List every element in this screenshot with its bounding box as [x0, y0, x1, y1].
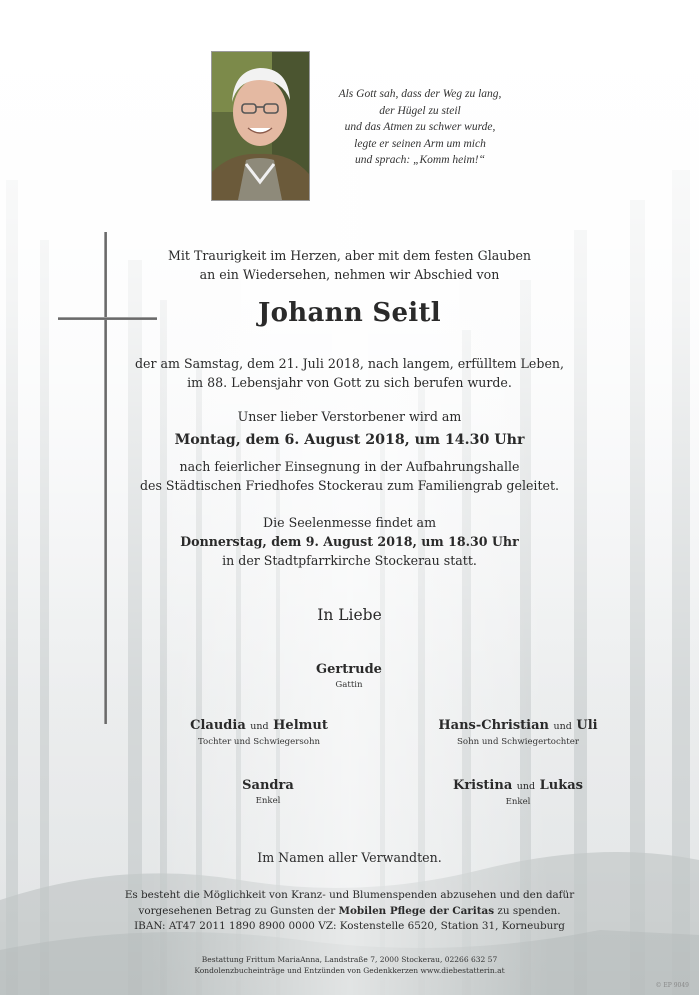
funeral-details [0, 457, 699, 495]
funeral-line: nach feierlicher Einsegnung in der Aufbahrungshalle [179, 459, 520, 474]
charity-name: Mobilen Pflege der Caritas [338, 904, 495, 917]
mourner-name: Claudia [190, 718, 246, 733]
mass-intro: Die Seelenmesse findet am [262, 515, 437, 530]
relatives-line: Im Namen aller Verwandten. [257, 850, 442, 865]
verse-line: Als Gott sah, dass der Weg zu lang, [338, 88, 502, 100]
mourner-name: Gertrude [316, 662, 382, 677]
undertaker-line: Bestattung Frittum MariaAnna, Landstraße 7, 2000 Stockerau, 02266 632 57 [201, 955, 498, 964]
donation-notice [0, 888, 699, 935]
undertaker-info [0, 954, 699, 976]
death-line: der am Samstag, dem 21. Juli 2018, nach langem, erfülltem Leben, [134, 356, 565, 371]
mourner-name: Helmut [273, 718, 328, 733]
deceased-name: Johann Seitl [258, 298, 441, 328]
in-liebe-heading: In Liebe [317, 606, 382, 624]
intro-text [0, 246, 699, 284]
mourner-name: Uli [576, 718, 598, 733]
undertaker-line: Kondolenzbucheinträge und Entzünden von Gedenkkerzen www.diebestatterin.at [194, 966, 505, 975]
mourner-kristina-lukas [428, 777, 608, 809]
verse [330, 86, 510, 169]
funeral-date: Montag, dem 6. August 2018, um 14.30 Uhr [174, 432, 525, 448]
portrait-photo [211, 51, 310, 201]
mourner-gertrude [274, 661, 424, 692]
mass-info [0, 513, 699, 570]
mourner-relation: Enkel [505, 797, 531, 807]
print-code: © EP 9049 [655, 982, 689, 989]
intro-line: Mit Traurigkeit im Herzen, aber mit dem festen Glauben [167, 248, 532, 263]
mourner-name: Hans-Christian [438, 718, 549, 733]
mourner-relation: Gattin [335, 680, 363, 690]
mourner-und: und [553, 721, 572, 732]
mourner-und: und [516, 781, 536, 792]
mourner-relation: Enkel [255, 796, 281, 806]
iban-line: IBAN: AT47 2011 1890 8900 0000 VZ: Kostenstelle 6520, Station 31, Korneuburg [134, 920, 565, 933]
mourner-relation: Tochter und Schwiegersohn [197, 737, 321, 747]
donation-line: Es besteht die Möglichkeit von Kranz- und Blumenspenden abzusehen und den dafür [124, 889, 575, 901]
death-line: im 88. Lebensjahr von Gott zu sich berufen wurde. [187, 375, 512, 390]
verse-line: und das Atmen zu schwer wurde, [344, 121, 496, 134]
mourner-name: Sandra [242, 778, 294, 793]
mourner-und: und [250, 721, 269, 732]
funeral-line: des Städtischen Friedhofes Stockerau zum Familiengrab geleitet. [139, 478, 560, 493]
mourner-name: Lukas [539, 778, 583, 793]
death-notice [0, 354, 699, 392]
intro-line: an ein Wiedersehen, nehmen wir Abschied von [199, 267, 500, 282]
mourner-hans-uli [408, 717, 628, 749]
mourner-relation: Sohn und Schwiegertochter [457, 737, 579, 747]
mass-date: Donnerstag, dem 9. August 2018, um 18.30 Uhr [180, 534, 519, 549]
mass-place: in der Stadtpfarrkirche Stockerau statt. [222, 553, 477, 568]
verse-line: legte er seinen Arm um mich [354, 137, 486, 150]
mourner-name: Kristina [453, 778, 513, 793]
mourner-sandra [198, 777, 338, 808]
funeral-intro: Unser lieber Verstorbener wird am [237, 409, 462, 424]
donation-line: vorgesehenen Betrag zu Gunsten der Mobilen Pflege der Caritas zu spenden. [138, 904, 561, 917]
verse-line: und sprach: „Komm heim!“ [354, 154, 485, 167]
verse-line: der Hügel zu steil [379, 104, 461, 117]
mourner-claudia-helmut [164, 717, 354, 749]
